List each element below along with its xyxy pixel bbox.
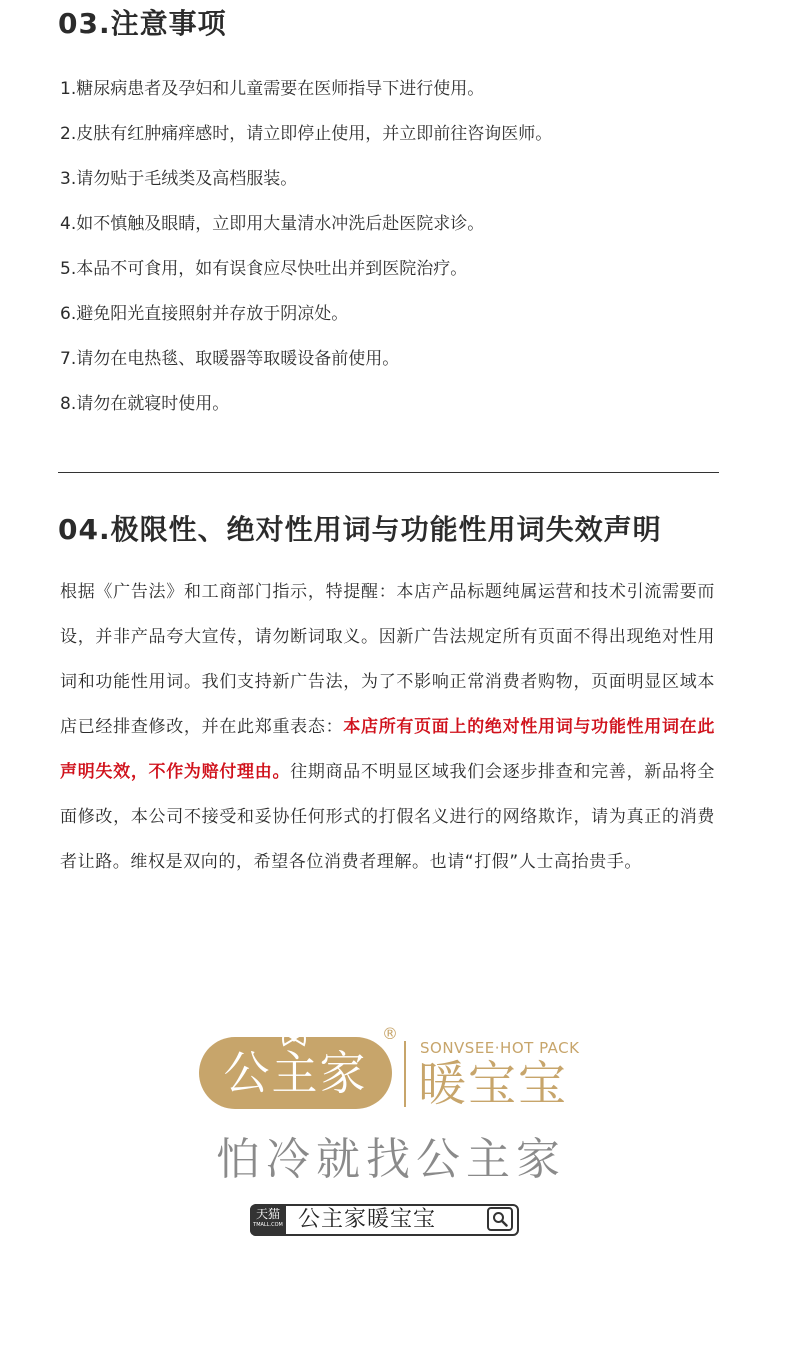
section-divider <box>58 472 719 473</box>
search-icon <box>492 1211 508 1227</box>
disclaimer-text-end: 往期商品不明显区域我们会逐步排查和完善，新品将全面修改，本公司不接受和妥协任何形式的打假名义进行的网络欺诈，请为真正的消费者让路。维权是双向的，希望各位消费者理解。也请“打假”人士高抬贵手。 <box>60 762 715 872</box>
bow-icon <box>281 1030 307 1048</box>
list-item: 6.避免阳光直接照射并存放于阴凉处。 <box>60 304 349 324</box>
section-4-title: 04.极限性、绝对性用词与功能性用词失效声明 <box>58 513 662 546</box>
list-item: 7.请勿在电热毯、取暖器等取暖设备前使用。 <box>60 349 400 369</box>
search-button[interactable] <box>487 1207 513 1231</box>
precautions-list <box>60 74 552 434</box>
brand-name-en: SONVSEE·HOT PACK <box>420 1039 580 1057</box>
tmall-logo <box>250 1204 286 1236</box>
brand-logo <box>196 1024 586 1185</box>
brand-slogan: 怕冷就找公主家 <box>216 1134 566 1185</box>
tmall-logo-cn: 天猫 <box>255 1207 280 1221</box>
list-item: 5.本品不可食用，如有误食应尽快吐出并到医院治疗。 <box>60 259 468 279</box>
section-3-title: 03.注意事项 <box>58 7 227 40</box>
list-item: 3.请勿贴于毛绒类及高档服装。 <box>60 169 298 189</box>
list-item: 4.如不慎触及眼睛，立即用大量清水冲洗后赴医院求诊。 <box>60 214 485 234</box>
brand-name-cn: 暖宝宝 <box>418 1056 569 1112</box>
disclaimer-highlight: 本店所有页面上的绝对性用词与功能性用词在此声明失效，不作为赔付理由。 <box>60 717 715 782</box>
disclaimer-paragraph <box>60 570 715 885</box>
list-item: 1.糖尿病患者及孕妇和儿童需要在医师指导下进行使用。 <box>60 79 485 99</box>
search-query[interactable]: 公主家暖宝宝 <box>298 1207 437 1232</box>
logo-separator <box>404 1041 406 1107</box>
tmall-logo-en: TMALL.COM <box>253 1222 283 1228</box>
tmall-search-bar[interactable] <box>250 1204 519 1236</box>
list-item: 2.皮肤有红肿痛痒感时，请立即停止使用，并立即前往咨询医师。 <box>60 124 553 144</box>
list-item: 8.请勿在就寝时使用。 <box>60 394 230 414</box>
disclaimer-text: 根据《广告法》和工商部门指示，特提醒：本店产品标题纯属运营和技术引流需要而设，并非产品夸大宣传，请勿断词取义。因新广告法规定所有页面不得出现绝对性用词和功能性用词。我们支持新广告法，为了不影响正常消费者购物，页面明显区域本店已经排查修改，并在此郑重表态： <box>60 582 715 737</box>
registered-mark: ® <box>382 1024 398 1043</box>
logo-cn-text: 公主家 <box>223 1046 368 1100</box>
